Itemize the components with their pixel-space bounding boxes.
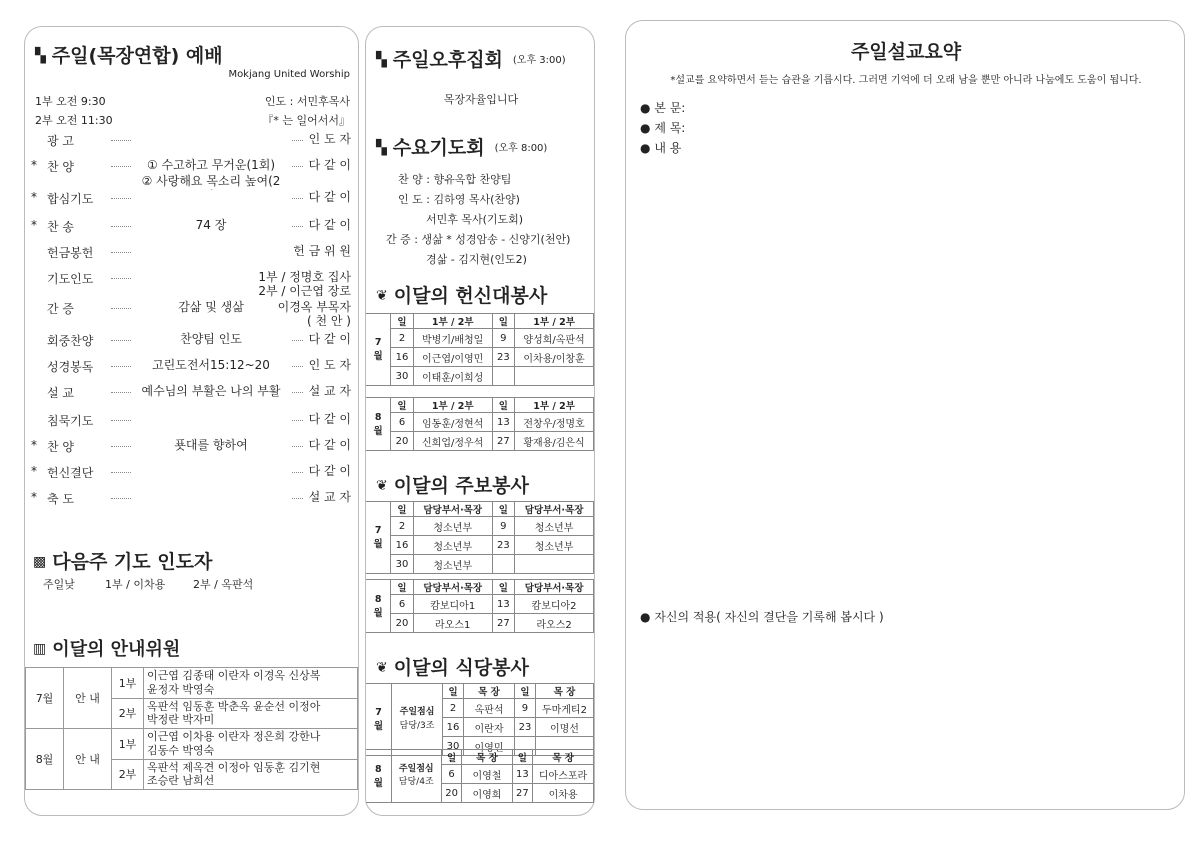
header-cell: 1부 / 2부 <box>413 314 492 329</box>
table-cell: 20 <box>391 614 414 633</box>
order-content: 찬양팀 인도 <box>131 332 291 348</box>
stand-marker: * <box>31 190 37 204</box>
table-cell: 임동훈/정현석 <box>413 413 492 432</box>
header-cell: 1부 / 2부 <box>515 314 594 329</box>
wednesday-time: (오후 8:00) <box>494 143 548 154</box>
apple-icon: ❦ <box>376 660 388 676</box>
text-label: 본 문: <box>654 101 686 115</box>
order-row <box>31 155 351 188</box>
ushers-title: ▥ 이달의 안내위원 <box>33 639 181 660</box>
order-content <box>131 490 291 506</box>
table-cell: 27 <box>492 432 515 451</box>
stand-note: 『* 는 일어서서』 <box>262 114 350 127</box>
order-content: ① 수고하고 무거운(1회) ② 사랑해요 목소리 높여(2 <box>131 158 291 205</box>
order-who: 설 교 자 <box>306 384 351 398</box>
header-cell: 일 <box>443 684 464 699</box>
wednesday-title: ▚ 수요기도회 (오후 8:00) <box>376 137 548 159</box>
kitchen-label: 주일점심 <box>399 707 435 717</box>
kitchen-label: 주일점심 <box>398 763 434 774</box>
order-who: 다 같 이 <box>306 438 351 452</box>
table-cell: 황재용/김은식 <box>515 432 594 451</box>
ushers-table <box>25 667 358 790</box>
order-item: 축 도 <box>47 492 74 506</box>
devotion-title: ❦ 이달의 헌신대봉사 <box>376 285 548 307</box>
table-row <box>366 595 594 614</box>
table-row <box>366 432 594 451</box>
order-row <box>31 409 351 431</box>
content-field[interactable] <box>640 139 681 156</box>
kitchen-team <box>392 684 443 756</box>
order-item: 성경봉독 <box>47 360 94 374</box>
table-cell <box>515 367 594 386</box>
table-cell: 2 <box>443 699 464 718</box>
order-who: 1부 / 정명호 집사 2부 / 이근엽 장로 <box>255 270 351 299</box>
header-cell: 담당부서·목장 <box>413 502 492 517</box>
order-row <box>31 129 351 151</box>
table-cell: 20 <box>441 784 462 803</box>
header-cell: 일 <box>512 750 533 765</box>
header-cell: 일 <box>391 398 414 413</box>
afternoon-text: 목장자율입니다 <box>443 93 519 106</box>
header-cell: 담당부서·목장 <box>515 580 594 595</box>
table-header <box>366 398 594 413</box>
header-cell: 일 <box>492 398 515 413</box>
table-row <box>366 329 594 348</box>
table-row <box>26 729 358 760</box>
usher-names: 옥판석 제옥견 이정아 임동훈 김기현 조승란 남희선 <box>144 759 358 790</box>
table-cell: 청소년부 <box>413 517 492 536</box>
order-item: 광 고 <box>47 134 74 148</box>
table-cell: 6 <box>441 765 462 784</box>
usher-role: 안 내 <box>64 668 112 729</box>
order-row <box>31 329 351 351</box>
bullet-icon: ● <box>640 121 651 135</box>
bullet-icon: ● <box>640 141 651 155</box>
text-field[interactable] <box>640 99 685 116</box>
order-content: 74 장 <box>131 218 291 234</box>
order-row <box>31 267 351 299</box>
table-cell: 16 <box>391 536 414 555</box>
month-label: 7 월 <box>366 502 391 574</box>
table-cell: 6 <box>391 595 414 614</box>
next-week-second: 2부 / 옥판석 <box>193 578 254 591</box>
bullet-icon: ● <box>640 610 651 624</box>
table-cell: 이명선 <box>535 718 593 737</box>
header-cell: 1부 / 2부 <box>515 398 594 413</box>
table-cell: 6 <box>391 413 414 432</box>
next-week-title: ▩ 다음주 기도 인도자 <box>33 551 213 573</box>
usher-names: 옥판석 임동훈 박춘옥 윤순선 이정아 박정란 박자미 <box>144 698 358 729</box>
order-content <box>131 190 291 206</box>
table-cell: 13 <box>492 413 515 432</box>
month-label: 8 월 <box>366 398 391 451</box>
kitchen-team-label: 담당/3조 <box>399 720 435 731</box>
usher-month: 7월 <box>26 668 64 729</box>
order-row <box>31 461 351 483</box>
order-row <box>31 381 351 403</box>
order-row <box>31 215 351 237</box>
table-cell: 이영희 <box>462 784 512 803</box>
order-who: 다 같 이 <box>306 412 351 426</box>
devotion-july-table <box>366 313 594 386</box>
kitchen-august-table <box>366 749 594 803</box>
order-who: 이경옥 부목자 ( 천 안 ) <box>275 300 351 329</box>
table-cell: 13 <box>492 595 515 614</box>
month-label: 8 월 <box>366 580 391 633</box>
wednesday-line: 경삶 - 김지현(인도2) <box>426 253 527 266</box>
table-cell: 27 <box>512 784 533 803</box>
table-cell: 이차용 <box>533 784 594 803</box>
table-cell: 옥판석 <box>463 699 514 718</box>
apple-icon: ❦ <box>376 288 388 304</box>
table-cell: 16 <box>443 718 464 737</box>
wednesday-line: 인 도 : 김하영 목사(찬양) <box>398 193 520 206</box>
order-item: 간 증 <box>47 302 74 316</box>
order-content: 감삶 및 생삶 <box>131 300 291 316</box>
order-item: 설 교 <box>47 386 74 400</box>
header-cell: 일 <box>492 580 515 595</box>
table-header <box>366 580 594 595</box>
table-cell: 전창우/정명호 <box>515 413 594 432</box>
devotion-august-table <box>366 397 594 451</box>
kitchen-team <box>391 750 441 803</box>
kitchen-title: ❦ 이달의 식당봉사 <box>376 657 529 679</box>
header-cell: 담당부서·목장 <box>515 502 594 517</box>
worship-leader: 인도 : 서민후목사 <box>264 95 350 108</box>
wednesday-line: 찬 양 : 향유옥합 찬양팀 <box>398 173 512 186</box>
table-cell: 23 <box>492 348 515 367</box>
table-cell: 청소년부 <box>413 555 492 574</box>
order-who: 설 교 자 <box>306 490 351 504</box>
header-cell: 일 <box>515 684 536 699</box>
section-marker-icon: ▚ <box>376 52 387 68</box>
order-who: 헌 금 위 원 <box>290 244 351 258</box>
usher-part: 2부 <box>112 759 144 790</box>
order-item: 찬 양 <box>47 160 74 174</box>
header-cell: 일 <box>391 502 414 517</box>
order-item: 헌금봉헌 <box>47 246 94 260</box>
header-cell: 일 <box>492 314 515 329</box>
table-row <box>366 536 594 555</box>
stand-marker: * <box>31 490 37 504</box>
application-label: 자신의 적용( 자신의 결단을 기록해 봅시다 ) <box>654 610 884 624</box>
order-content <box>131 244 291 260</box>
afternoon-time: (오후 3:00) <box>512 55 566 66</box>
order-item: 합심기도 <box>47 192 94 206</box>
table-cell: 13 <box>512 765 533 784</box>
order-who: 인 도 자 <box>306 132 351 146</box>
usher-names: 이근엽 이차용 이란자 정은희 강한나 김동수 박영숙 <box>144 729 358 760</box>
order-content: 고린도전서15:12~20 <box>131 358 291 374</box>
table-cell: 신희업/정우석 <box>413 432 492 451</box>
order-row <box>31 435 351 457</box>
table-row <box>366 367 594 386</box>
apple-icon: ❦ <box>376 478 388 494</box>
time-second: 2부 오전 11:30 <box>35 114 113 127</box>
order-row <box>31 297 351 329</box>
table-row <box>26 668 358 699</box>
worship-subtitle: Mokjang United Worship <box>228 69 350 80</box>
header-cell: 목 장 <box>462 750 512 765</box>
table-cell: 양성희/옥판석 <box>515 329 594 348</box>
table-cell: 20 <box>391 432 414 451</box>
sermon-intro: *설교를 요약하면서 듣는 습관을 기릅시다. 그러면 기억에 더 오래 남을 뿐만 아니라 나눔에도 도움이 됩니다. <box>670 75 1142 86</box>
stand-marker: * <box>31 218 37 232</box>
order-who: 인 도 자 <box>306 358 351 372</box>
order-who: 다 같 이 <box>306 158 351 172</box>
time-first: 1부 오전 9:30 <box>35 95 106 108</box>
subject-label: 제 목: <box>654 121 686 135</box>
table-cell: 청소년부 <box>515 517 594 536</box>
table-cell: 이영철 <box>462 765 512 784</box>
table-cell: 이태훈/이희성 <box>413 367 492 386</box>
table-cell: 이영민 <box>463 737 514 756</box>
table-header <box>366 314 594 329</box>
table-cell <box>515 555 594 574</box>
table-cell: 27 <box>492 614 515 633</box>
table-cell: 30 <box>391 555 414 574</box>
usher-part: 1부 <box>112 729 144 760</box>
table-header <box>366 502 594 517</box>
usher-names: 이근엽 김종태 이란자 이경옥 신상복 윤정자 박영숙 <box>144 668 358 699</box>
order-who: 다 같 이 <box>306 464 351 478</box>
month-label: 8 월 <box>366 750 391 803</box>
header-cell: 목 장 <box>533 750 594 765</box>
table-cell <box>492 555 515 574</box>
checker-icon: ▩ <box>33 554 47 570</box>
table-cell: 캄보디아1 <box>413 595 492 614</box>
content-label: 내 용 <box>654 141 682 155</box>
table-cell: 디아스포라 <box>533 765 594 784</box>
order-content: 예수님의 부활은 나의 부활 <box>131 384 291 400</box>
order-item: 침묵기도 <box>47 414 94 428</box>
services-panel <box>365 26 595 816</box>
order-row <box>31 241 351 263</box>
header-cell: 일 <box>441 750 462 765</box>
table-cell: 2 <box>391 329 414 348</box>
stand-marker: * <box>31 158 37 172</box>
table-cell: 23 <box>492 536 515 555</box>
order-item: 헌신결단 <box>47 466 94 480</box>
table-cell <box>492 367 515 386</box>
table-cell: 이란자 <box>463 718 514 737</box>
table-cell: 9 <box>515 699 536 718</box>
kitchen-july-table <box>366 683 594 756</box>
stand-marker: * <box>31 464 37 478</box>
order-row <box>31 355 351 377</box>
section-marker-icon: ▚ <box>35 48 46 64</box>
table-row <box>366 348 594 367</box>
usher-month: 8월 <box>26 729 64 790</box>
month-label: 7 월 <box>366 314 391 386</box>
usher-part: 1부 <box>112 668 144 699</box>
bars-icon: ▥ <box>33 641 47 657</box>
bulletin-august-table <box>366 579 594 633</box>
header-cell: 일 <box>391 580 414 595</box>
table-cell: 9 <box>492 517 515 536</box>
table-row <box>366 413 594 432</box>
header-cell: 일 <box>391 314 414 329</box>
usher-role: 안 내 <box>64 729 112 790</box>
order-who: 다 같 이 <box>306 190 351 204</box>
month-label: 7 월 <box>366 684 392 756</box>
order-item: 회중찬양 <box>47 334 94 348</box>
table-cell: 캄보디아2 <box>515 595 594 614</box>
table-header <box>366 750 594 765</box>
worship-panel <box>24 26 359 816</box>
table-cell: 16 <box>391 348 414 367</box>
table-cell: 30 <box>391 367 414 386</box>
table-cell: 30 <box>443 737 464 756</box>
order-row <box>31 487 351 509</box>
header-cell: 담당부서·목장 <box>413 580 492 595</box>
order-item: 기도인도 <box>47 272 94 286</box>
wednesday-line: 간 증 : 생삶 * 성경암송 - 신양기(천안) <box>386 233 571 246</box>
table-cell: 두마게티2 <box>535 699 593 718</box>
header-cell: 목 장 <box>535 684 593 699</box>
order-who: 다 같 이 <box>306 218 351 232</box>
table-cell: 이차용/이창훈 <box>515 348 594 367</box>
sermon-title: 주일설교요약 <box>850 41 962 63</box>
table-cell: 박병기/배청일 <box>413 329 492 348</box>
table-cell: 9 <box>492 329 515 348</box>
bullet-icon: ● <box>640 101 651 115</box>
next-week-first: 1부 / 이차용 <box>105 578 166 591</box>
table-cell: 2 <box>391 517 414 536</box>
next-week-label: 주일낮 <box>43 578 75 591</box>
bulletin-title: ❦ 이달의 주보봉사 <box>376 475 529 497</box>
table-row <box>366 555 594 574</box>
table-cell: 청소년부 <box>515 536 594 555</box>
order-content <box>131 412 291 428</box>
subject-field[interactable] <box>640 119 685 136</box>
header-cell: 목 장 <box>463 684 514 699</box>
table-cell: 이근엽/이영민 <box>413 348 492 367</box>
table-row <box>366 614 594 633</box>
order-item: 찬 송 <box>47 220 74 234</box>
section-marker-icon: ▚ <box>376 140 387 156</box>
kitchen-team-label: 담당/4조 <box>398 777 434 787</box>
order-content <box>131 132 291 148</box>
wednesday-line: 서민후 목사(기도회) <box>426 213 524 226</box>
table-cell: 23 <box>515 718 536 737</box>
usher-part: 2부 <box>112 698 144 729</box>
order-who: 다 같 이 <box>306 332 351 346</box>
header-cell: 1부 / 2부 <box>413 398 492 413</box>
application-field[interactable] <box>640 608 884 625</box>
table-cell: 라오스2 <box>515 614 594 633</box>
bulletin-july-table <box>366 501 594 574</box>
table-cell: 청소년부 <box>413 536 492 555</box>
header-cell: 일 <box>492 502 515 517</box>
order-content: 푯대를 향하여 <box>131 438 291 454</box>
table-row <box>366 517 594 536</box>
table-header <box>366 684 594 699</box>
table-cell: 라오스1 <box>413 614 492 633</box>
order-content <box>131 464 291 480</box>
afternoon-title: ▚ 주일오후집회 (오후 3:00) <box>376 49 566 71</box>
order-row <box>31 187 351 209</box>
order-item: 찬 양 <box>47 440 74 454</box>
stand-marker: * <box>31 438 37 452</box>
sermon-panel <box>625 20 1185 810</box>
worship-title: ▚ 주일(목장연합) 예배 <box>35 45 223 67</box>
